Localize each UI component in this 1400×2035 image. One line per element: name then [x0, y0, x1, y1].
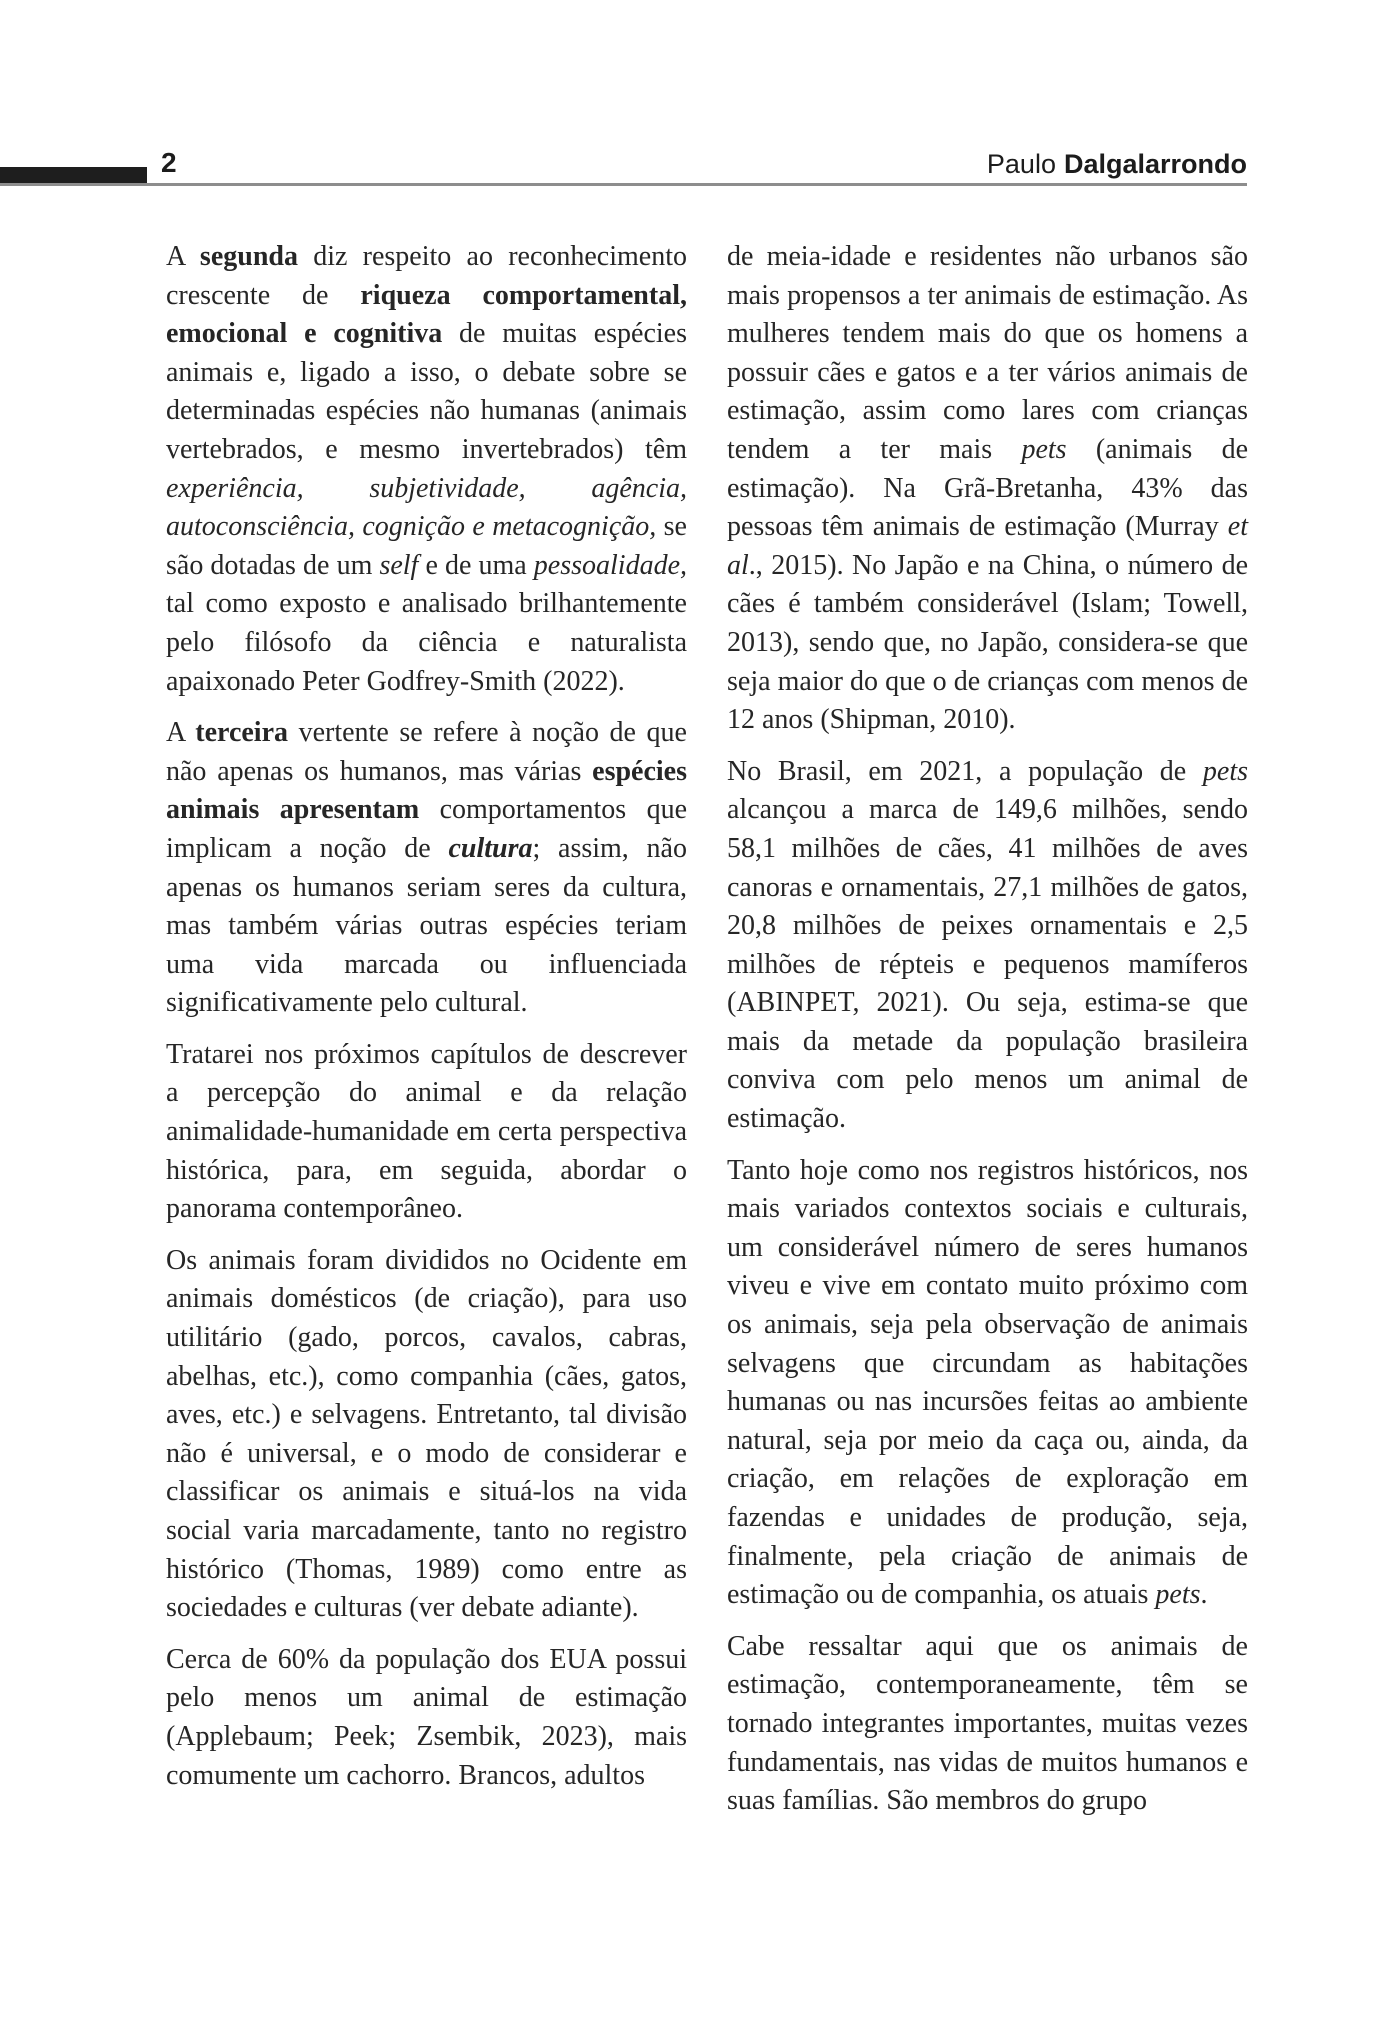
text-run: Cerca de 60% da população dos EUA possui pelo menos um animal de estimação (Applebaum; Peek; Zsembik, 2023), mais comumente um cachorro. Brancos, adultos: [166, 1643, 687, 1791]
paragraph: [727, 1628, 1248, 1821]
author-first-name: Paulo: [986, 149, 1056, 179]
text-column-left: [166, 238, 687, 1808]
text-run: pessoalidade,: [533, 549, 688, 581]
text-run: Tanto hoje como nos registros históricos, nos mais variados contextos sociais e culturais, um considerável número de seres humanos viveu e vive em contato muito próximo com os animais, seja pela observação de animais selvagens que circundam as habitações humanas ou nas incursões feitas ao ambiente natural, seja por meio da caça ou, ainda, da criação, em relações de exploração em fazendas e unidades de produção, seja, finalmente, pela criação de animais de estimação ou de companhia, os atuais: [727, 1154, 1248, 1611]
paragraph: [166, 1242, 687, 1628]
text-column-right: [727, 238, 1248, 1834]
text-run: Cabe ressaltar aqui que os animais de estimação, contemporaneamente, têm se tornado integrantes importantes, muitas vezes fundamentais, nas vidas de muitos humanos e suas famílias. São membros do grupo: [727, 1630, 1248, 1817]
text-run: et al: [727, 511, 1248, 581]
paragraph: [166, 238, 687, 701]
text-run: (animais de estimação). Na Grã-Bretanha, 43% das pessoas têm animais de estimação (Murray: [727, 433, 1248, 543]
text-run: Os animais foram divididos no Ocidente em animais domésticos (de criação), para uso utilitário (gado, porcos, cavalos, cabras, abelhas, etc.), como companhia (cães, gatos, aves, etc.) e selvagens. Entretanto, tal divisão não é universal, e o modo de considerar e classificar os animais e situá-los na vida social varia marcadamente, tanto no registro histórico (Thomas, 1989) como entre as sociedades e culturas (ver debate adiante).: [166, 1244, 687, 1624]
text-run: ; assim, não apenas os humanos seriam seres da cultura, mas também várias outras espécies teriam uma vida marcada ou influenciada significativamente pelo cultural.: [166, 832, 687, 1019]
text-run: se são dotadas de um: [166, 511, 687, 581]
text-run: ., 2015). No Japão e na China, o número de cães é também considerável (Islam; Towell, 2013), sendo que, no Japão, considera-se que seja maior do que o de crianças com menos de 12 anos (Shipman, 2010).: [727, 549, 1248, 736]
text-run: de muitas espécies animais e, ligado a isso, o debate sobre se determinadas espécies não humanas (animais vertebrados, e mesmo invertebrados) têm: [166, 318, 688, 465]
text-run: pets: [1202, 755, 1248, 787]
text-run: comportamentos que implicam a noção de: [166, 794, 687, 864]
text-run: .: [1200, 1579, 1208, 1611]
page-number: 2: [161, 147, 176, 178]
text-run: tal como exposto e analisado brilhantemente pelo filósofo da ciência e naturalista apaixonado Peter Godfrey-Smith (2022).: [166, 588, 687, 697]
text-run: Tratarei nos próximos capítulos de descrever a percepção do animal e da relação animalidade-humanidade em certa perspectiva histórica, para, em seguida, abordar o panorama contemporâneo.: [166, 1038, 687, 1225]
text-run: pets: [1155, 1579, 1201, 1611]
text-run: riqueza comportamental, emocional e cognitiva: [166, 279, 687, 350]
running-head: [987, 150, 1247, 178]
text-run: pets: [1021, 433, 1067, 465]
paragraph: [727, 1152, 1248, 1615]
text-run: self: [379, 549, 419, 581]
text-run: experiência, subjetividade, agência, autoconsciência, cognição e metacognição,: [166, 472, 687, 543]
text-run: A: [166, 717, 196, 749]
text-run: A: [166, 241, 200, 272]
text-run: alcançou a marca de 149,6 milhões, sendo 58,1 milhões de cães, 41 milhões de aves canoras e ornamentais, 27,1 milhões de gatos, 20,8 milhões de peixes ornamentais e 2,5 milhões de répteis e pequenos mamíferos (ABINPET, 2021). Ou seja, estima-se que mais da metade da população brasileira conviva com pelo menos um animal de estimação.: [727, 794, 1248, 1135]
text-run: segunda: [199, 241, 298, 272]
text-run: terceira: [195, 717, 289, 749]
paragraph: [166, 1036, 687, 1229]
text-run: de meia-idade e residentes não urbanos são mais propensos a ter animais de estimação. As mulheres tendem mais do que os homens a possuir cães e gatos e a ter vários animais de estimação, assim como lares com crianças tendem a ter mais: [727, 241, 1248, 465]
text-run: No Brasil, em 2021, a população de: [727, 755, 1203, 787]
header-rule: [0, 183, 1247, 186]
text-run: diz respeito ao reconhecimento crescente de: [166, 241, 687, 311]
author-last-name: Dalgalarrondo: [1063, 149, 1247, 179]
paragraph: [727, 238, 1248, 740]
text-run: espécies animais apresentam: [166, 755, 687, 826]
text-run: cultura: [448, 832, 533, 864]
text-run: e de uma: [418, 549, 534, 581]
paragraph: [727, 753, 1248, 1139]
text-run: vertente se refere à noção de que não apenas os humanos, mas várias: [166, 717, 687, 787]
paragraph: [166, 714, 687, 1023]
paragraph: [166, 1641, 687, 1795]
